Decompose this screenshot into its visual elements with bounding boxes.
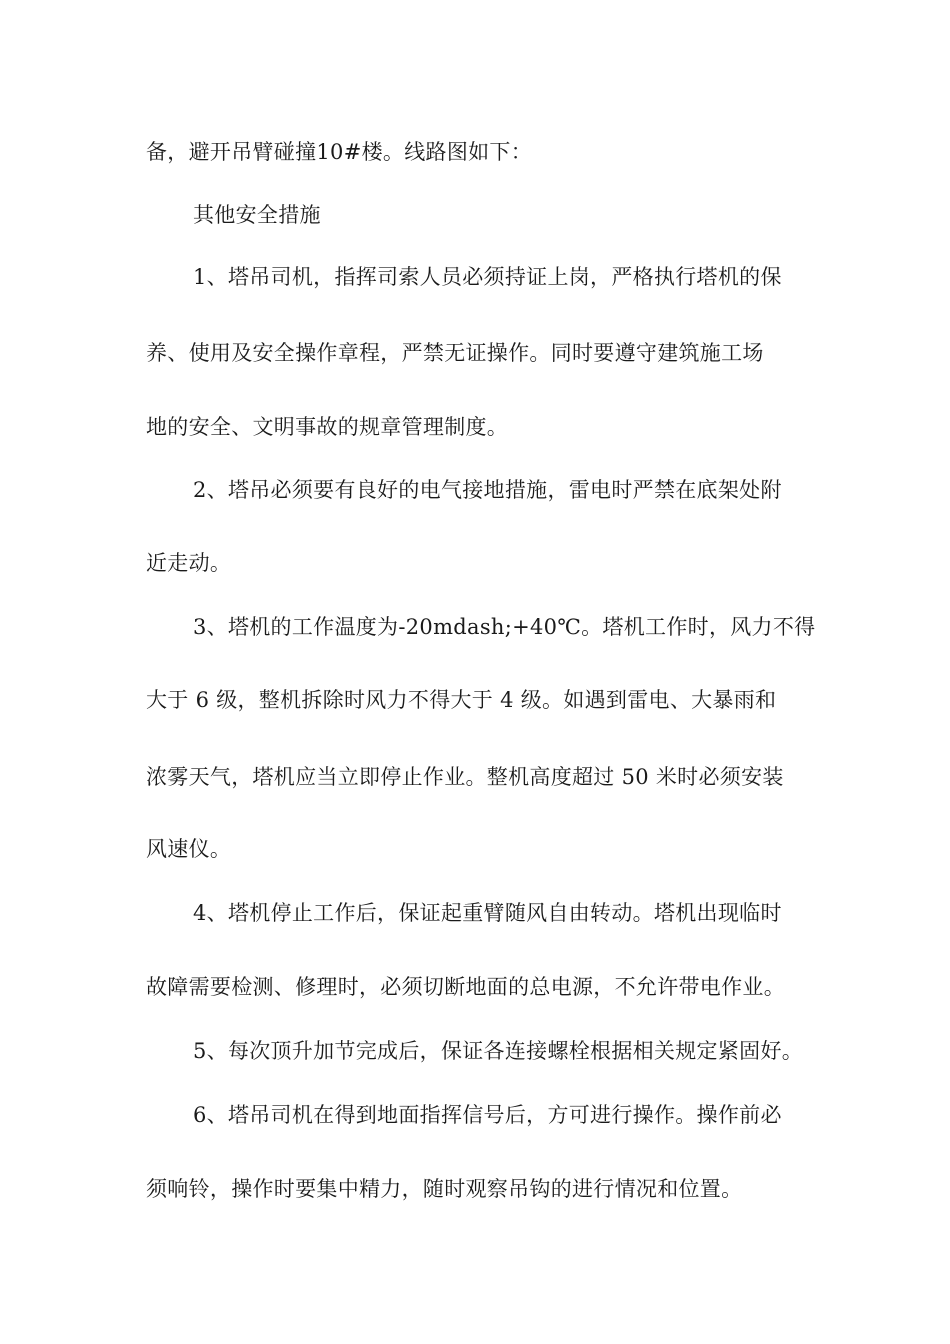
paragraph-line-15: 6、塔吊司机在得到地面指挥信号后，方可进行操作。操作前必 <box>193 1103 782 1127</box>
paragraph-line-6: 2、塔吊必须要有良好的电气接地措施，雷电时严禁在底架处附 <box>193 478 782 502</box>
paragraph-line-11: 风速仪。 <box>146 837 232 861</box>
section-heading: 其他安全措施 <box>193 203 321 227</box>
paragraph-line-4: 养、使用及安全操作章程，严禁无证操作。同时要遵守建筑施工场 <box>146 341 764 365</box>
paragraph-line-5: 地的安全、文明事故的规章管理制度。 <box>146 415 509 439</box>
paragraph-line-12: 4、塔机停止工作后，保证起重臂随风自由转动。塔机出现临时 <box>193 901 782 925</box>
paragraph-line-3: 1、塔吊司机，指挥司索人员必须持证上岗，严格执行塔机的保 <box>193 265 782 289</box>
paragraph-line-9: 大于 6 级，整机拆除时风力不得大于 4 级。如遇到雷电、大暴雨和 <box>146 688 777 712</box>
paragraph-line-13: 故障需要检测、修理时，必须切断地面的总电源，不允许带电作业。 <box>146 975 785 999</box>
paragraph-line-7: 近走动。 <box>146 551 232 575</box>
paragraph-line-1: 备，避开吊臂碰撞10#楼。线路图如下： <box>146 140 533 164</box>
paragraph-line-16: 须响铃，操作时要集中精力，随时观察吊钩的进行情况和位置。 <box>146 1177 743 1201</box>
paragraph-line-8: 3、塔机的工作温度为-20mdash;+40℃。塔机工作时，风力不得 <box>193 615 816 639</box>
paragraph-line-14: 5、每次顶升加节完成后，保证各连接螺栓根据相关规定紧固好。 <box>193 1039 804 1063</box>
paragraph-line-10: 浓雾天气，塔机应当立即停止作业。整机高度超过 50 米时必须安装 <box>146 765 784 789</box>
